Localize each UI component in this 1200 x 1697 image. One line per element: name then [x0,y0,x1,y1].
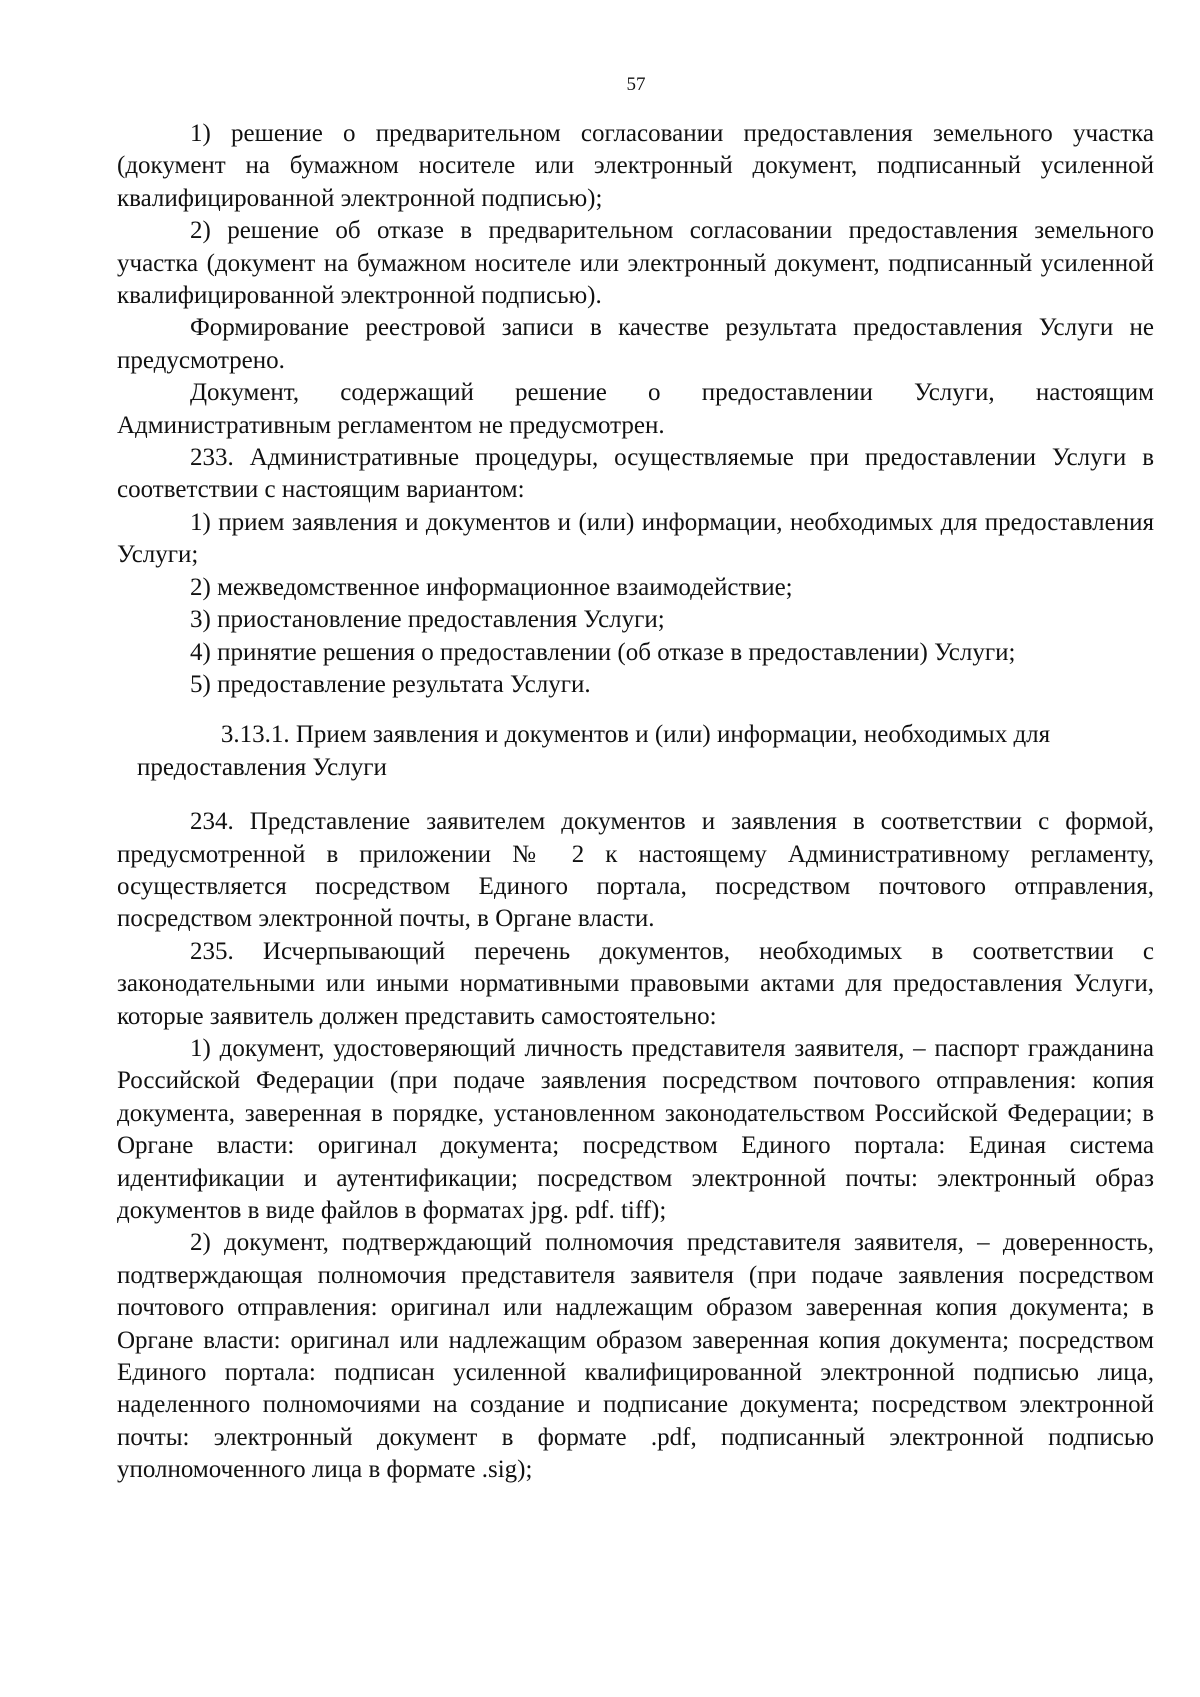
paragraph-decision-document: Документ, содержащий решение о предоставлении Услуги, настоящим Административным регламентом не предусмотрен. [117,379,1154,439]
page-number: 57 [626,74,646,95]
list-item-procedure-1: 1) прием заявления и документов и (или) информации, необходимых для предоставления Услуги; [117,508,1154,569]
list-item-procedure-3: 3) приостановление предоставления Услуги; [190,606,665,634]
paragraph-result-approval: 1) решение о предварительном согласовании предоставления земельного участка (документ на бумажном носителе или электронный документ, подписанный усиленной квалифицированной электронной подписью); [117,120,1154,212]
list-item-procedure-2: 2) межведомственное информационное взаимодействие; [190,573,793,601]
document-body [117,118,1154,1487]
list-item-procedure-5: 5) предоставление результата Услуги. [190,670,591,698]
section-heading: 3.13.1. Прием заявления и документов и (или) информации, необходимых для предоставления Услуги [137,721,1051,781]
paragraph-234: 234. Представление заявителем документов и заявления в соответствии с формой, предусмотренной в приложении № 2 к настоящему Административному регламенту, осуществляется посредством Единого портала, посредством почтового отправления, посредством электронной почты, в Органе власти. [117,808,1154,933]
list-item-document-2: 2) документ, подтверждающий полномочия представителя заявителя, – доверенность, подтверждающая полномочия представителя заявителя (при подаче заявления посредством почтового отправления: оригинал или надлежащим образом заверенная копия документа; в Органе власти: оригинал или надлежащим образом заверенная копия документа; посредством Единого портала: подписан усиленной квалифицированной электронной подписью лица, наделенного полномочиями на создание и подписание документа; посредством электронной почты: электронный документ в формате .pdf, подписанный электронной подписью уполномоченного лица в формате .sig); [117,1229,1154,1484]
list-item-document-1: 1) документ, удостоверяющий личность представителя заявителя, – паспорт гражданина Российской Федерации (при подаче заявления посредством почтового отправления: копия документа, заверенная в порядке, установленном законодательством Российской Федерации; в Органе власти: оригинал документа; посредством Единого портала: Единая система идентификации и аутентификации; посредством электронной почты: электронный образ документов в виде файлов в форматах jpg. pdf. tiff); [117,1034,1154,1224]
paragraph-registry-record: Формирование реестровой записи в качестве результата предоставления Услуги не предусмотрено. [117,314,1154,374]
paragraph-result-refusal: 2) решение об отказе в предварительном согласовании предоставления земельного участка (документ на бумажном носителе или электронный документ, подписанный усиленной квалифицированной электронной подписью). [117,217,1154,310]
list-item-procedure-4: 4) принятие решения о предоставлении (об отказе в предоставлении) Услуги; [190,638,1016,666]
paragraph-233: 233. Административные процедуры, осуществляемые при предоставлении Услуги в соответствии с настоящим вариантом: [117,444,1154,504]
paragraph-235: 235. Исчерпывающий перечень документов, необходимых в соответствии с законодательными или иными нормативными правовыми актами для предоставления Услуги, которые заявитель должен представить самостоятельно: [117,937,1154,1030]
